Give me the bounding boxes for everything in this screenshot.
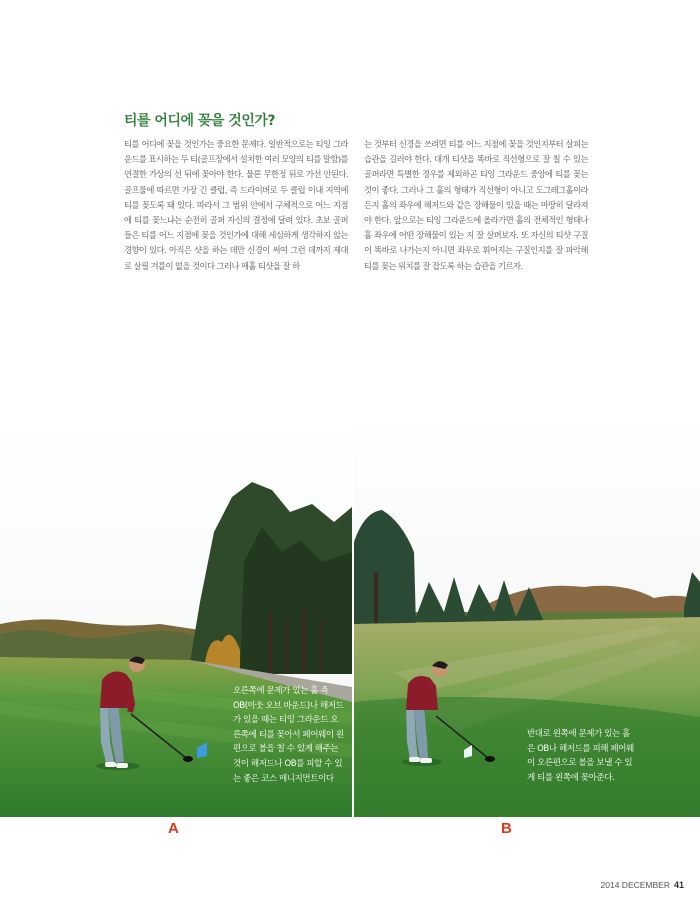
photo-a-label: A xyxy=(168,820,179,837)
article-column-right xyxy=(364,137,588,274)
photo-b-caption: 반대로 왼쪽에 문제가 있는 홀은 OB나 해저드를 피해 페어웨이 오른편으로 볼을 보낼 수 있게 티를 왼쪽에 꽂아준다. xyxy=(527,729,634,783)
page-footer xyxy=(601,880,684,890)
page-number: 41 xyxy=(673,880,684,890)
photo-a-caption: 오른쪽에 문제가 있는 홀 즉 OB(아웃 오브 바운드)나 해저드가 있을 때는 티잉 그라운드 오른쪽에 티를 꽂아서 페어웨이 왼편으로 볼을 칠 수 있게 해주는 것이 해저드나 OB를 피할 수 있는 좋은 코스 매니지먼트이다 xyxy=(233,686,344,784)
body-paragraph-right: 는 것부터 신경을 쓰려면 티를 어느 지점에 꽂을 것인지부터 살피는 습관을 길러야 한다. 대개 티샷을 똑바로 직선형으로 잘 칠 수 있는 골퍼라면 특별한 경우를 제외하곤 티잉 그라운드 중앙에 티를 꽂는 것이 좋다. 그러나 그 홀의 형태가 직선형이 아니고 도그레그홀이라든지 홀의 좌우에 해저드와 같은 장해물이 있을 때는 마땅히 달라져야 한다. 앞으로는 티잉 그라운드에 올라가면 홀의 전체적인 형태나 홀 좌우에 어떤 장해물이 있는 지 잘 살펴보자. 또 자신의 티샷 구질이 똑바로 나가는지 아니면 좌우로 휘어지는 구질인지를 잘 파악해 티를 꽂는 위치를 잘 잡도록 하는 습관을 기르자. xyxy=(364,139,588,271)
article-column-left xyxy=(124,137,348,274)
body-paragraph-left: 티를 어디에 꽂을 것인가는 중요한 문제다. 일반적으로는 티잉 그라운드를 표시하는 두 티(골프장에서 설치한 여러 모양의 티를 말함)를 연결한 가상의 선 뒤에 꽂아야 한다. 물론 무한정 뒤로 가선 안된다. 골프룰에 따르면 가장 긴 클럽, 즉 드라이버로 두 클럽 이내 지역에 티를 꽂도록 돼 있다. 따라서 그 범위 안에서 구체적으로 어느 지점에 티를 꽂느냐는 순전히 골퍼 자신의 결정에 달려 있다. 초보 골퍼들은 티를 어느 지점에 꽂을 것인가에 대해 세심하게 생각하지 않는 경향이 있다. 아직은 샷을 하는 데만 신경이 써여 그런 데까지 제대로 살필 겨를이 없을 것이다 그러나 매홀 티샷을 잘 하 xyxy=(124,139,348,271)
article-heading: 티를 어디에 꽂을 것인가? xyxy=(124,113,275,129)
issue-date: 2014 DECEMBER xyxy=(600,880,670,890)
photo-b-label: B xyxy=(501,820,512,837)
